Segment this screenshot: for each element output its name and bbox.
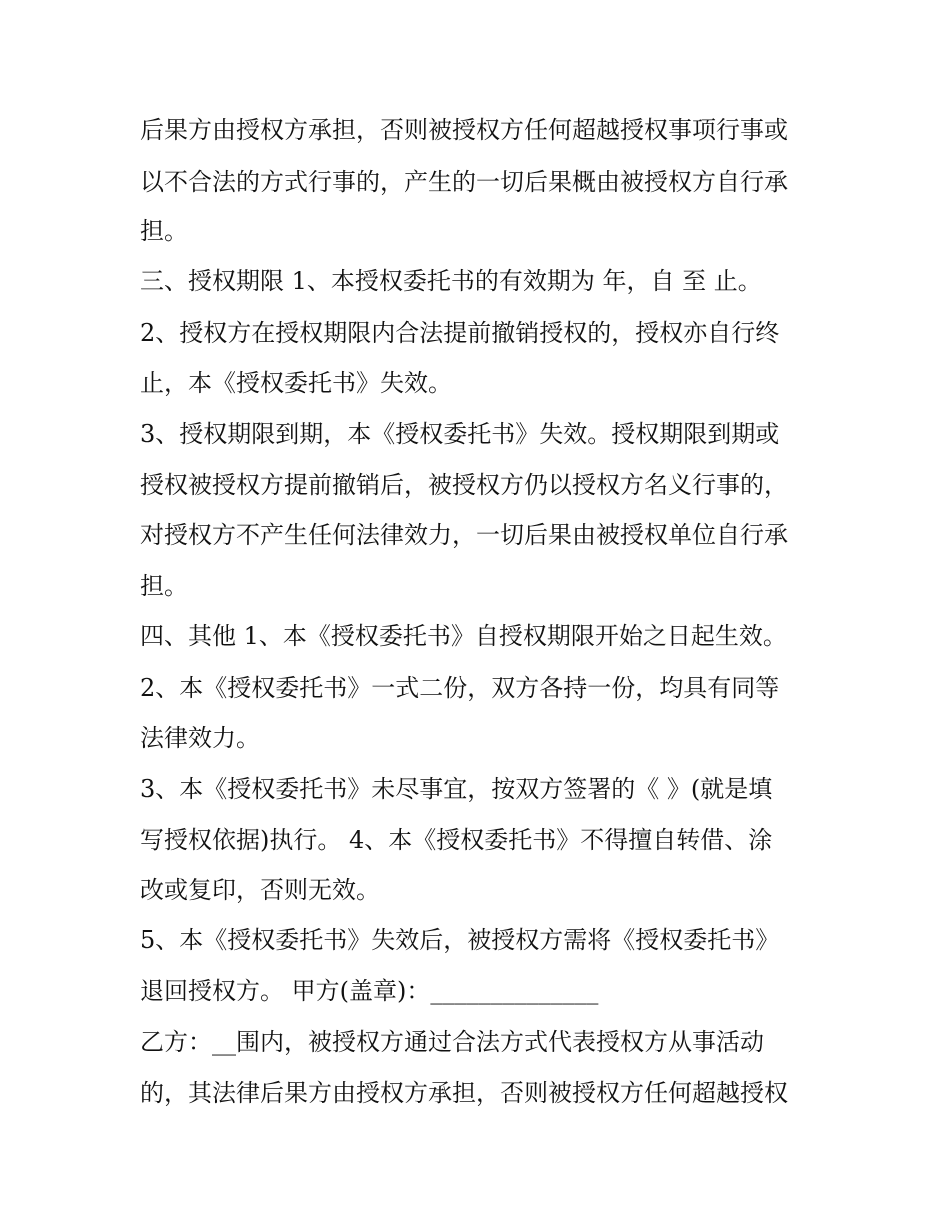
text-line: 2、本《授权委托书》一式二份，双方各持一份，均具有同等 — [140, 674, 780, 702]
text-line: 担。 — [140, 217, 188, 245]
text-line: 3、本《授权委托书》未尽事宜，按双方签署的《 》(就是填 — [140, 775, 773, 803]
signature-line-party-b: 乙方：__围内，被授权方通过合法方式代表授权方从事活动 — [140, 1028, 764, 1056]
text-line: 3、授权期限到期，本《授权委托书》失效。授权期限到期或 — [140, 420, 780, 448]
text-line: 写授权依据)执行。 4、本《授权委托书》不得擅自转借、涂 — [140, 826, 773, 854]
text-line: 授权被授权方提前撤销后，被授权方仍以授权方名义行事的， — [140, 471, 788, 499]
section-heading-line: 三、授权期限 1、本授权委托书的有效期为 年，自 至 止。 — [140, 267, 762, 295]
text-line: 对授权方不产生任何法律效力，一切后果由被授权单位自行承 — [140, 521, 788, 549]
text-line: 法律效力。 — [140, 724, 260, 752]
signature-line-party-a: 退回授权方。 甲方(盖章)：______________ — [140, 977, 599, 1005]
text-line: 止，本《授权委托书》失效。 — [140, 369, 452, 397]
text-line: 5、本《授权委托书》失效后，被授权方需将《授权委托书》 — [140, 926, 780, 954]
text-line: 以不合法的方式行事的，产生的一切后果概由被授权方自行承 — [140, 168, 788, 196]
section-heading-line: 四、其他 1、本《授权委托书》自授权期限开始之日起生效。 — [140, 622, 787, 650]
text-line: 担。 — [140, 572, 188, 600]
text-line: 后果方由授权方承担，否则被授权方任何超越授权事项行事或 — [140, 116, 788, 144]
text-line: 2、授权方在授权期限内合法提前撤销授权的，授权亦自行终 — [140, 319, 780, 347]
text-line: 的，其法律后果方由授权方承担，否则被授权方任何超越授权 — [140, 1079, 788, 1107]
text-line: 改或复印，否则无效。 — [140, 876, 380, 904]
